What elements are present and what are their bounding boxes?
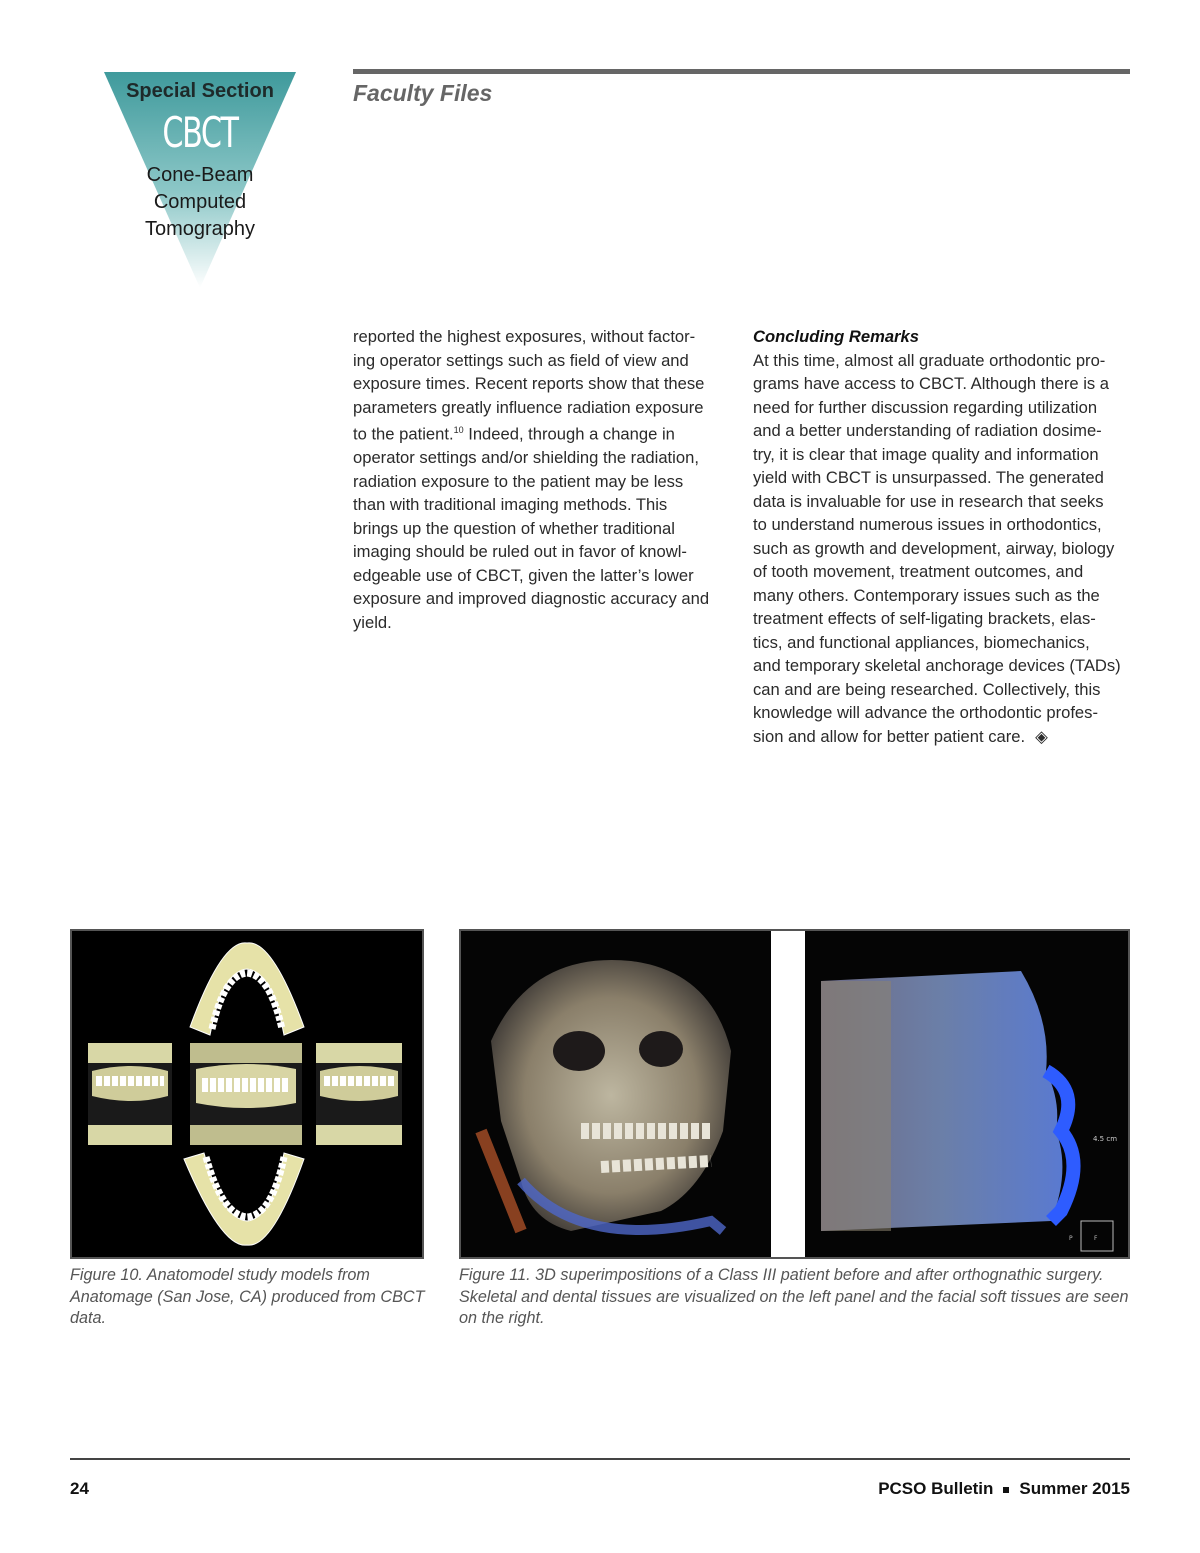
text-line: brings up the question of whether traditional [353,518,675,538]
text-line: such as growth and development, airway, biology [753,538,1115,558]
text-line: try, it is clear that image quality and information [753,444,1099,464]
text-line: treatment effects of self-ligating brackets, elas- [753,609,1096,628]
text-line: exposure times. Recent reports show that these [353,374,705,393]
separator-square [1003,1487,1009,1493]
text-line: radiation exposure to the patient may be less [353,471,684,491]
text-line: exposure and improved diagnostic accuracy and [353,589,710,609]
orientation-label-right: F [1094,1235,1098,1242]
text-line: grams have access to CBCT. Although there is a [753,374,1110,393]
cbct-superimposition-panels [461,931,1128,1257]
publication-name: PCSO Bulletin [878,1479,994,1498]
section-title: Faculty Files [353,80,493,106]
badge-acronym: CBCT [162,108,238,157]
text-line: operator settings and/or shielding the radiation, [353,448,699,468]
text-line: many others. Contemporary issues such as the [753,585,1100,605]
text-segment: Indeed, through a change in [468,424,675,444]
figure-10-image [70,929,424,1259]
text-line: knowledge will advance the orthodontic profes- [753,703,1098,722]
text-line: parameters greatly influence radiation exposure [353,397,704,417]
text-line: imaging should be ruled out in favor of knowl- [353,542,687,562]
text-line: and a better understanding of radiation dosime- [753,421,1102,440]
header-rule [353,69,1130,74]
text-line: edgeable use of CBCT, given the latter’s lower [353,565,694,585]
body-column-right [753,325,1133,748]
badge-line-3: Tomography [144,218,256,240]
figure-11-image [459,929,1130,1259]
publication-info [878,1479,1130,1499]
footer-rule [70,1458,1130,1460]
text-line: At this time, almost all graduate orthodontic pro- [753,350,1106,370]
figure-11-caption: Figure 11. 3D superimpositions of a Class III patient before and after orthognathic surgery. Skeletal and dental tissues are visualized on the left panel and the facial soft tissues are seen on the right. [459,1266,1129,1327]
orientation-label-left: P [1069,1235,1073,1242]
section-heading: Concluding Remarks [753,327,919,346]
text-line: can and are being researched. Collectively, this [753,679,1101,699]
text-line: tics, and functional appliances, biomechanics, [753,632,1090,652]
page-number: 24 [70,1479,89,1498]
reference-superscript: 10 [453,425,464,435]
special-section-badge [104,72,296,288]
issue-date: Summer 2015 [1019,1479,1130,1498]
text-line: of tooth movement, treatment outcomes, and [753,562,1084,581]
dental-models-illustration [72,931,422,1257]
text-line: than with traditional imaging methods. This [353,495,668,515]
text-line-with-reference [353,419,725,446]
end-of-article-icon: ◈ [1035,726,1048,746]
badge-line-1: Cone-Beam [146,164,254,186]
text-line: to understand numerous issues in orthodontics, [753,515,1102,534]
text-line: and temporary skeletal anchorage devices (TADs) [753,656,1121,675]
text-line: yield with CBCT is unsurpassed. The generated [753,468,1104,487]
text-line-final [753,725,1133,749]
body-column-left [353,325,725,634]
text-line: reported the highest exposures, without factor- [353,327,696,346]
badge-special-label: Special Section [126,80,274,102]
text-line: data is invaluable for use in research that seeks [753,491,1104,511]
text-segment: sion and allow for better patient care. [753,726,1026,746]
text-line: ing operator settings such as field of view and [353,350,689,370]
text-line: yield. [353,612,392,632]
text-segment: to the patient. [353,424,454,444]
text-line: need for further discussion regarding utilization [753,397,1098,417]
figure-10-caption: Figure 10. Anatomodel study models from Anatomage (San Jose, CA) produced from CBCT data. [70,1266,425,1327]
scale-label: 4.5 cm [1093,1135,1118,1143]
badge-line-2: Computed [153,191,247,213]
